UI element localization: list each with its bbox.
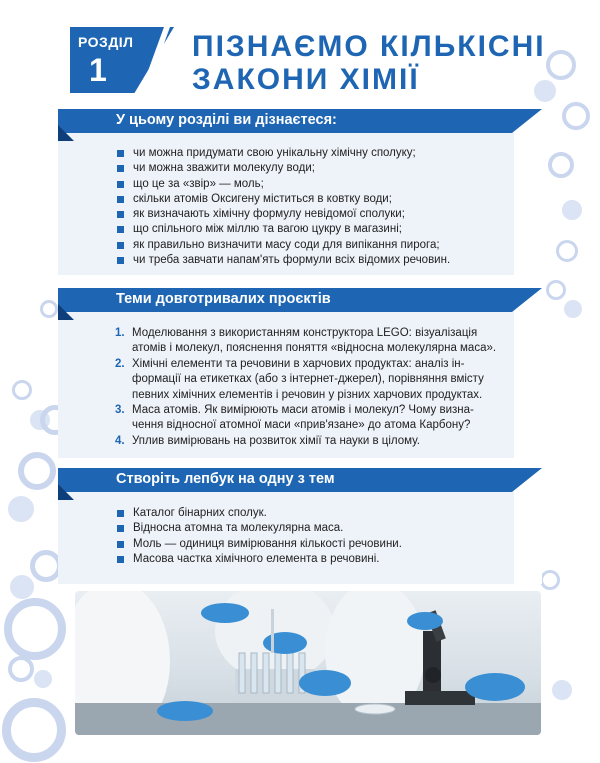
decor-bubble: [562, 200, 582, 220]
list-item: чи треба завчати напам'ять формули всіх відомих речовин.: [115, 253, 450, 268]
list-item: 1. Моделювання з використанням конструктора LEGO: візуалізація атомів і молекул, пояснення поняття «відносна молекулярна маса».: [115, 327, 497, 355]
decor-bubble: [546, 280, 566, 300]
lapbook-list: [115, 506, 402, 567]
decor-bubble: [34, 670, 52, 688]
decor-bubble: [8, 656, 34, 682]
list-item: 2. Хімічні елементи та речовини в харчових продуктах: аналіз ін- формації на етикетках (або з інтернет-джерел), порівняння вмісту певних хімічних елементів і речовин у різних харчових продуктах.: [115, 357, 484, 401]
chapter-label: РОЗДІЛ: [78, 34, 134, 50]
list-item: що спільного між міллю та вагою цукру в магазині;: [115, 222, 450, 237]
decor-bubble: [4, 598, 66, 660]
list-item: чи можна зважити молекулу води;: [115, 161, 450, 176]
decor-bubble: [18, 452, 56, 490]
decor-bubble: [540, 570, 560, 590]
list-item: Моль — одиниця вимірювання кількості речовини.: [115, 537, 402, 552]
chapter-number: 1: [89, 52, 107, 88]
list-item: як правильно визначити масу соди для випікання пирога;: [115, 238, 450, 253]
decor-bubble: [2, 698, 66, 762]
item-number: 2.: [115, 357, 125, 370]
decor-bubble: [548, 152, 574, 178]
list-item: Масова частка хімічного елемента в речовині.: [115, 552, 402, 567]
list-item: Відносна атомна та молекулярна маса.: [115, 521, 402, 536]
item-number: 1.: [115, 327, 125, 339]
decor-bubble: [40, 300, 58, 318]
decor-bubble: [12, 380, 32, 400]
page-title-line1: ПІЗНАЄМО КІЛЬКІСНІ: [192, 30, 546, 63]
list-item: скільки атомів Оксигену міститься в ковтку води;: [115, 192, 450, 207]
page-title: [192, 30, 546, 96]
list-item: чи можна придумати свою унікальну хімічну сполуку;: [115, 146, 450, 161]
lapbook-banner: [58, 468, 512, 492]
item-number: 3.: [115, 404, 125, 417]
decor-bubble: [556, 240, 578, 262]
decor-bubble: [564, 300, 582, 318]
decor-bubble: [8, 496, 34, 522]
decor-bubble: [552, 680, 572, 700]
learn-title: У цьому розділі ви дізнаєтеся:: [116, 112, 337, 128]
projects-list: [115, 326, 496, 449]
projects-banner: [58, 288, 512, 312]
decor-bubble: [562, 102, 590, 130]
list-item: Каталог бінарних сполук.: [115, 506, 402, 521]
lapbook-title: Створіть лепбук на одну з тем: [116, 471, 335, 487]
item-number: 4.: [115, 434, 125, 447]
page-title-line2: ЗАКОНИ ХІМІЇ: [192, 63, 420, 96]
list-item: як визначають хімічну формулу невідомої сполуки;: [115, 207, 450, 222]
list-item: 4. Уплив вимірювань на розвиток хімії та науки в цілому.: [115, 434, 496, 449]
list-item: що це за «звір» — моль;: [115, 177, 450, 192]
learn-list: [115, 146, 450, 268]
decor-bubble: [10, 575, 34, 599]
list-item: 3. Маса атомів. Як вимірюють маси атомів і молекул? Чому визна- чення відносної атомної маси «прив'язане» до атома Карбону?: [115, 404, 474, 432]
lab-photo: [75, 591, 541, 735]
learn-banner: [58, 109, 512, 133]
projects-title: Теми довготривалих проєктів: [116, 291, 331, 307]
decor-bubble: [546, 50, 576, 80]
